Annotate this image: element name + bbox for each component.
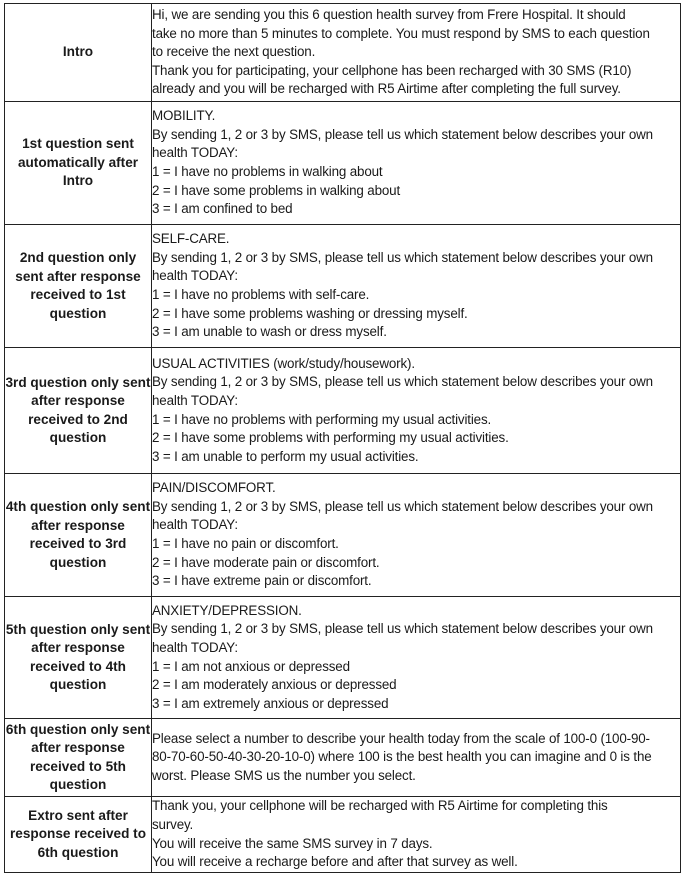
message-line: 3 = I have extreme pain or discomfort. (152, 573, 372, 589)
message-line: 3 = I am unable to wash or dress myself. (152, 324, 387, 340)
message-line: health TODAY: (152, 145, 238, 161)
message-line: Please select a number to describe your health today from the scale of 100-0 (100-90- (152, 730, 650, 746)
message-line: health TODAY: (152, 268, 238, 284)
message-line: 1 = I am not anxious or depressed (152, 658, 350, 674)
message-line: You will receive a recharge before and after that survey as well. (152, 854, 518, 870)
message-line: 1 = I have no problems in walking about (152, 164, 383, 179)
row-label: 4th question only sent after response received to 3rd question (5, 474, 152, 597)
row-message (152, 225, 681, 348)
message-line: 1 = I have no problems with performing my usual activities. (152, 411, 492, 427)
row-message (152, 597, 681, 719)
message-line: to receive the next question. (152, 44, 316, 60)
message-line: By sending 1, 2 or 3 by SMS, please tell us which statement below describes your own (152, 249, 653, 265)
table-row (5, 597, 681, 719)
message-line: ANXIETY/DEPRESSION. (152, 602, 302, 618)
row-label: Intro (5, 4, 152, 102)
table-row (5, 225, 681, 348)
message-line: 2 = I am moderately anxious or depressed (152, 677, 397, 693)
row-label: 2nd question only sent after response received to 1st question (5, 225, 152, 348)
message-line: take no more than 5 minutes to complete. You must respond by SMS to each question (152, 25, 650, 41)
message-line: USUAL ACTIVITIES (work/study/housework). (152, 355, 415, 371)
table-row (5, 474, 681, 597)
message-line: 1 = I have no problems with self-care. (152, 287, 370, 302)
message-line: Thank you, your cellphone will be recharged with R5 Airtime for completing this (152, 798, 608, 814)
message-line: 3 = I am unable to perform my usual activities. (152, 448, 419, 464)
message-line: health TODAY: (152, 639, 238, 655)
message-line: Hi, we are sending you this 6 question health survey from Frere Hospital. It should (152, 7, 626, 23)
row-message (152, 4, 681, 102)
row-label: 3rd question only sent after response received to 2nd question (5, 348, 152, 474)
message-line: 3 = I am extremely anxious or depressed (152, 695, 389, 711)
table-row (5, 797, 681, 873)
message-line: health TODAY: (152, 392, 238, 408)
row-label: 6th question only sent after response received to 5th question (5, 719, 152, 797)
row-message (152, 797, 681, 873)
table-row (5, 719, 681, 797)
message-line: SELF-CARE. (152, 231, 230, 247)
message-line: 2 = I have some problems in walking about (152, 182, 401, 198)
message-line: health TODAY: (152, 517, 238, 533)
row-message (152, 474, 681, 597)
message-line: 2 = I have moderate pain or discomfort. (152, 554, 380, 570)
row-message (152, 102, 681, 225)
message-line: PAIN/DISCOMFORT. (152, 480, 276, 496)
message-line: By sending 1, 2 or 3 by SMS, please tell us which statement below describes your own (152, 498, 653, 514)
message-line: 1 = I have no pain or discomfort. (152, 536, 339, 551)
row-label: 1st question sent automatically after Intro (5, 102, 152, 225)
message-line: survey. (152, 816, 194, 832)
message-line: Thank you for participating, your cellphone has been recharged with 30 SMS (R10) (152, 62, 632, 78)
message-line: By sending 1, 2 or 3 by SMS, please tell us which statement below describes your own (152, 126, 653, 142)
message-line: By sending 1, 2 or 3 by SMS, please tell us which statement below describes your own (152, 374, 653, 390)
message-line: worst. Please SMS us the number you select. (152, 767, 416, 783)
message-line: 3 = I am confined to bed (152, 201, 293, 217)
survey-table (4, 3, 681, 873)
message-line: 80-70-60-50-40-30-20-10-0) where 100 is the best health you can imagine and 0 is the (152, 749, 652, 765)
message-line: By sending 1, 2 or 3 by SMS, please tell us which statement below describes your own (152, 621, 653, 637)
message-line: already and you will be recharged with R5 Airtime after completing the full survey. (152, 81, 621, 97)
row-message (152, 719, 681, 797)
row-message (152, 348, 681, 474)
message-line: MOBILITY. (152, 108, 216, 124)
message-line: You will receive the same SMS survey in 7 days. (152, 835, 433, 851)
table-row (5, 348, 681, 474)
row-label: 5th question only sent after response received to 4th question (5, 597, 152, 719)
table-row (5, 102, 681, 225)
message-line: 2 = I have some problems washing or dressing myself. (152, 305, 468, 321)
row-label: Extro sent after response received to 6th question (5, 797, 152, 873)
table-row (5, 4, 681, 102)
message-line: 2 = I have some problems with performing my usual activities. (152, 430, 509, 446)
